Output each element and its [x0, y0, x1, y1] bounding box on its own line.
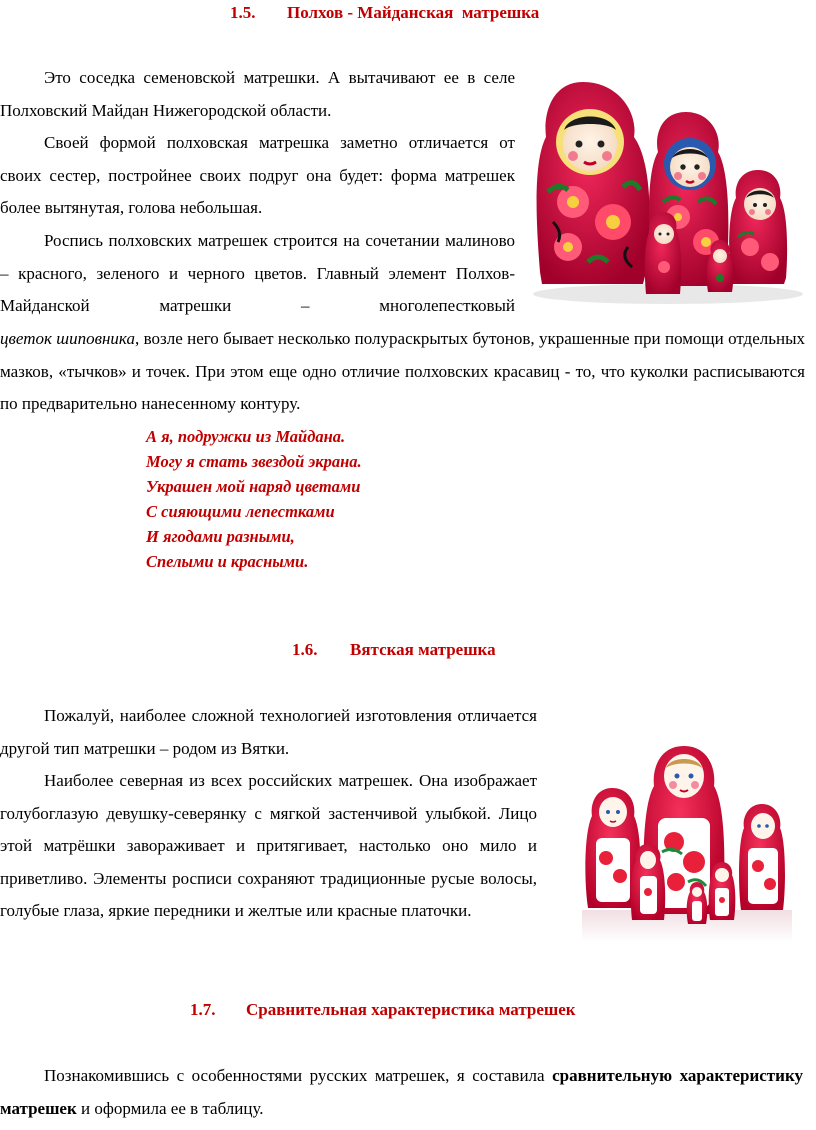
poem-line: Спелыми и красными. — [146, 552, 309, 571]
paragraph: Пожалуй, наиболее сложной технологией изготовления отличается другой тип матрешки – родом из Вятки. — [0, 706, 537, 758]
paragraph-text: Роспись полховских матрешек строится на сочетании малиново – красного, зеленого и черного цветов. Главный элемент Полхов-Майданской матрешки – многолепестковый — [0, 231, 515, 316]
vyatka-dolls-image — [582, 742, 792, 942]
doll-small — [729, 170, 787, 284]
poem-line: С сияющими лепестками — [146, 502, 335, 521]
poem-line: Украшен мой наряд цветами — [146, 477, 361, 496]
paragraph-text: Познакомившись с особенностями русских матрешек, я составила — [44, 1066, 545, 1085]
paragraph: Это соседка семеновской матрешки. А вытачивают ее в селе Полховский Майдан Нижегородской области. — [0, 68, 515, 120]
doll-medium-right — [739, 804, 785, 910]
section-1-7-heading — [190, 1000, 576, 1020]
doll-large — [537, 82, 650, 284]
doll-small-left — [631, 844, 665, 920]
paragraph-text: , возле него бывает несколько полураскрытых бутонов, украшенные при помощи отдельных мазков, «тычков» и точек. При этом еще одно отличие полховских красавиц - то, что куколки расписываются по предварительно нанесенному контуру. — [0, 329, 805, 414]
italic-term: цветок шиповника — [0, 329, 135, 348]
doll-small-right — [709, 862, 736, 920]
section-number: 1.7. — [190, 1000, 216, 1019]
poem — [146, 424, 362, 574]
paragraph — [0, 225, 515, 323]
section-number: 1.6. — [292, 640, 318, 659]
bold-term: сравнительную характеристику матрешек — [0, 1066, 804, 1118]
poem-line: А я, подружки из Майдана. — [146, 427, 346, 446]
section-number: 1.5. — [230, 3, 256, 22]
doll-tiniest — [707, 240, 733, 292]
paragraph: Своей формой полховская матрешка заметно отличается от своих сестер, постройнее своих подруг она будет: форма матрешек более вытянутая, голова небольшая. — [0, 133, 515, 218]
section-title: Полхов - Майданская матрешка — [287, 3, 540, 22]
section-1-5-heading — [230, 3, 539, 23]
section-title: Сравнительная характеристика матрешек — [246, 1000, 576, 1019]
polkhov-maidan-dolls-image — [528, 72, 810, 312]
poem-line: И ягодами разными, — [146, 527, 295, 546]
section-title: Вятская матрешка — [350, 640, 496, 659]
paragraph-text: и оформила ее в таблицу. — [76, 1098, 264, 1118]
paragraph: Наиболее северная из всех российских матрешек. Она изображает голубоглазую девушку-северянку с мягкой застенчивой улыбкой. Лицо этой матрёшки завораживает и притягивает, настолько оно мило и приветливо. Элементы росписи сохраняют традиционные русые волосы, голубые глаза, яркие передники и желтые или красные платочки. — [0, 771, 537, 921]
doll-tiny — [645, 212, 681, 294]
section-1-6-heading — [292, 640, 496, 660]
paragraph — [0, 323, 805, 421]
poem-line: Могу я стать звездой экрана. — [146, 452, 362, 471]
paragraph — [0, 1060, 803, 1125]
